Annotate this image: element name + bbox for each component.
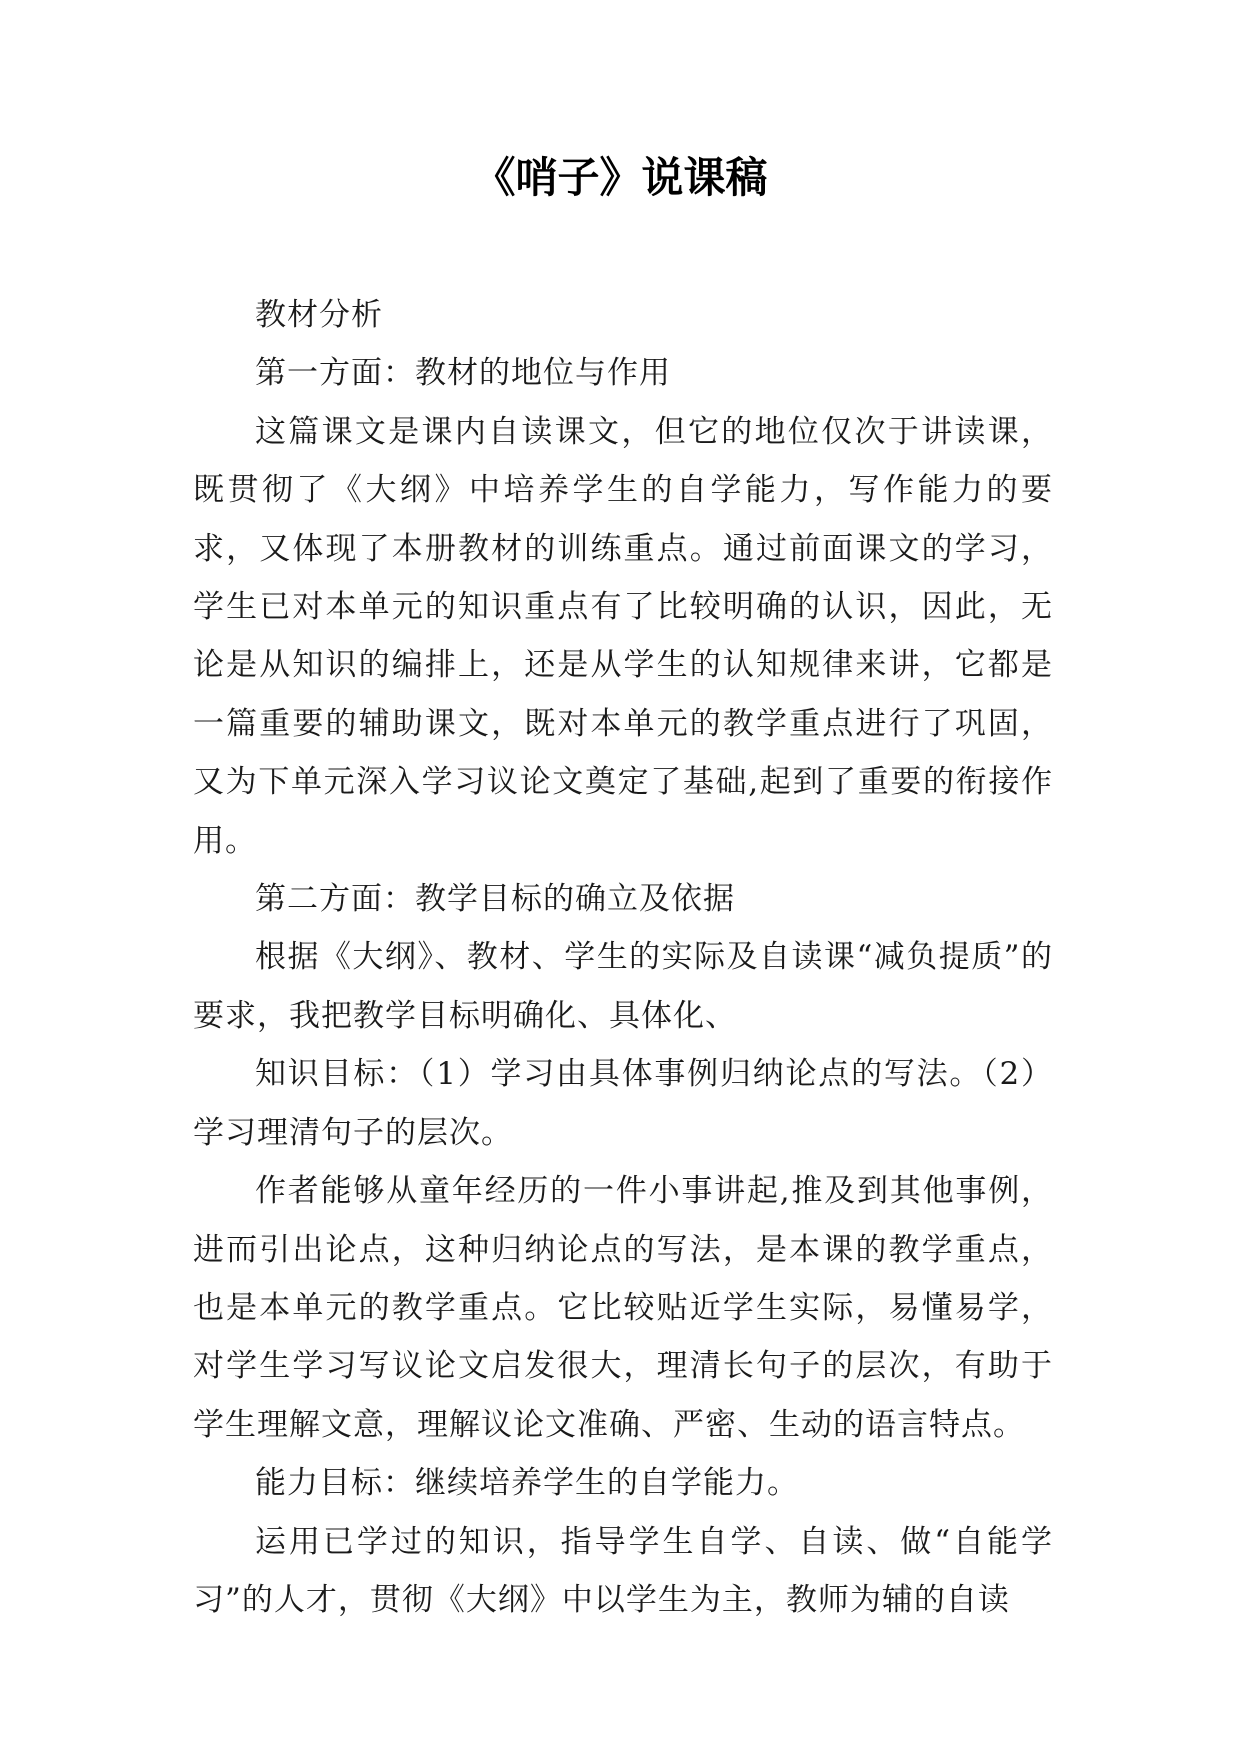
- paragraph: 第一方面：教材的地位与作用: [255, 355, 671, 392]
- paragraph: 第二方面：教学目标的确立及依据: [255, 881, 735, 918]
- paragraph: 根据《大纲》、教材、学生的实际及自读课“减负提质”的要求，我把教学目标明确化、具体化、: [193, 939, 1053, 1034]
- paragraph: 教材分析: [255, 297, 383, 333]
- paragraph: 作者能够从童年经历的一件小事讲起,推及到其他事例，进而引出论点，这种归纳论点的写法，是本课的教学重点，也是本单元的教学重点。它比较贴近学生实际，易懂易学，对学生学习写议论文启发很大，理清长句子的层次，有助于学生理解文意，理解议论文准确、严密、生动的语言特点。: [193, 1173, 1053, 1443]
- paragraph: 这篇课文是课内自读课文，但它的地位仅次于讲读课，既贯彻了《大纲》中培养学生的自学能力，写作能力的要求，又体现了本册教材的训练重点。通过前面课文的学习，学生已对本单元的知识重点有了比较明确的认识，因此，无论是从知识的编排上，还是从学生的认知规律来讲，它都是一篇重要的辅助课文，既对本单元的教学重点进行了巩固，又为下单元深入学习议论文奠定了基础,起到了重要的衔接作用。: [193, 413, 1053, 859]
- document-title: 《哨子》说课稿: [473, 153, 768, 202]
- paragraph: 知识目标：（1）学习由具体事例归纳论点的写法。（2）学习理清句子的层次。: [193, 1056, 1053, 1151]
- paragraph: 运用已学过的知识，指导学生自学、自读、做“自能学习”的人才，贯彻《大纲》中以学生为主，教师为辅的自读: [193, 1523, 1053, 1618]
- document-body: [193, 286, 1053, 1629]
- paragraph: 能力目标：继续培养学生的自学能力。: [255, 1465, 799, 1502]
